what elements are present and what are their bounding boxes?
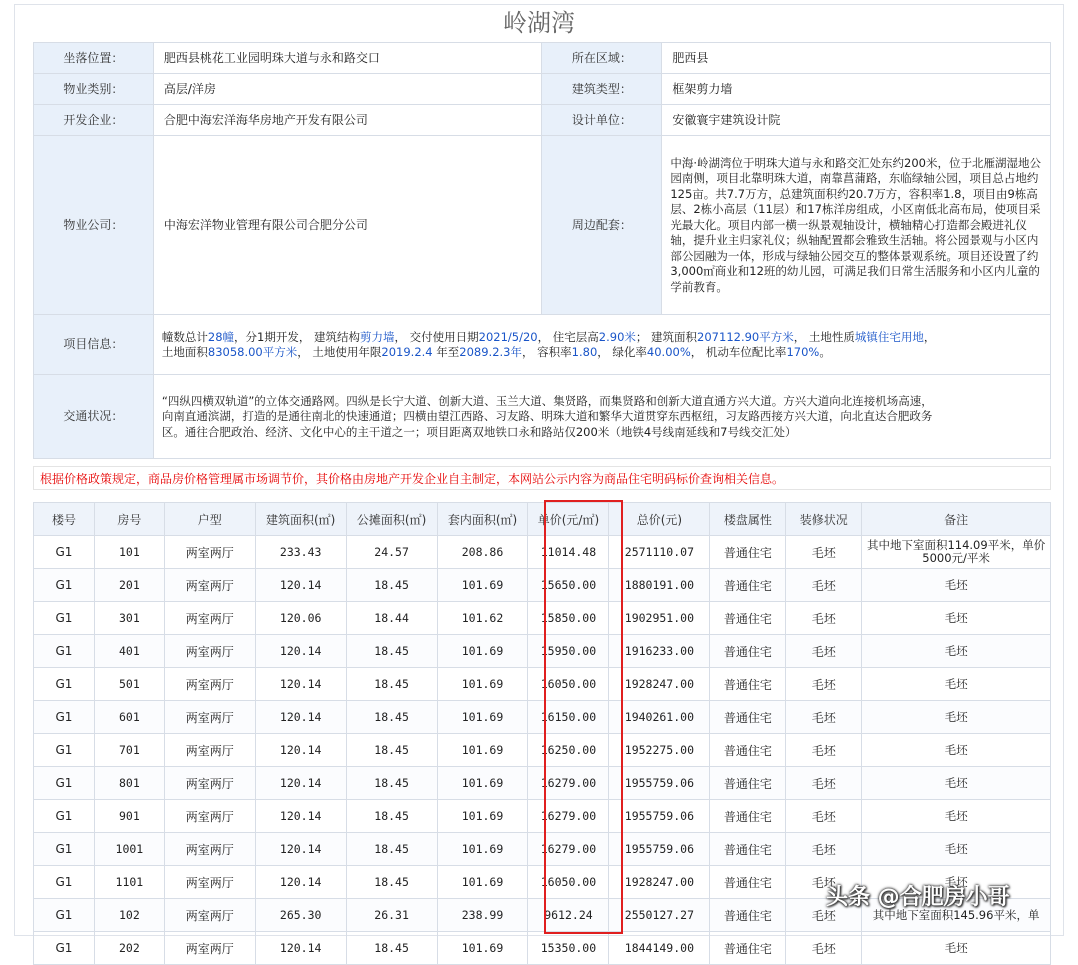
table-cell: 毛坯 [786,932,862,965]
project-text: 幢数总计 [161,329,208,344]
table-cell: 2550127.27 [609,899,710,932]
table-cell: 101 [94,536,164,569]
table-cell: 120.14 [255,668,346,701]
table-cell: 两室两厅 [164,569,255,602]
table-cell: 普通住宅 [710,668,786,701]
table-cell: 9612.24 [528,899,609,932]
table-cell: 18.45 [346,800,437,833]
table-cell: 毛坯 [786,734,862,767]
table-cell: 1955759.06 [609,833,710,866]
table-cell: G1 [34,932,95,965]
developer-value: 合肥中海宏洋海华房地产开发有限公司 [153,105,542,136]
table-cell: 普通住宅 [710,536,786,569]
table-cell: 201 [94,569,164,602]
table-cell: 普通住宅 [710,932,786,965]
table-cell: 101.69 [437,833,528,866]
column-header: 楼号 [34,503,95,536]
table-cell: G1 [34,668,95,701]
table-cell: 901 [94,800,164,833]
table-cell: 两室两厅 [164,800,255,833]
table-cell: 1955759.06 [609,767,710,800]
table-cell: 两室两厅 [164,701,255,734]
project-text: ， 绿化率 [597,345,647,359]
table-cell: 24.57 [346,536,437,569]
table-cell: 两室两厅 [164,635,255,668]
table-cell: 26.31 [346,899,437,932]
column-header: 备注 [862,503,1051,536]
table-cell: 15950.00 [528,635,609,668]
table-cell: 102 [94,899,164,932]
table-cell: 16050.00 [528,866,609,899]
table-cell: 16279.00 [528,800,609,833]
table-cell: 16279.00 [528,833,609,866]
property-mgmt-value: 中海宏洋物业管理有限公司合肥分公司 [153,136,542,315]
traffic-value: “四纵四横双轨道”的立体交通路网。四纵是长宁大道、创新大道、玉兰大道、集贤路，而集贤路和创新大道直通方兴大道。方兴大道向北连接机场高速，向南直通滨湖，打造的是通往南北的快速通道；四横由望江西路、习友路、明珠大道和繁华大道贯穿东西枢纽，习友路西接方兴大道，向北直达合肥政务区。通往合肥政治、经济、文化中心的主干道之一；项目距离双地铁口永和路站仅200米（地铁4号线南延线和7号线交汇处） [153,375,1050,459]
price-policy-notice: 根据价格政策规定，商品房价格管理属市场调节价，其价格由房地产开发企业自主制定，本网站公示内容为商品住宅明码标价查询相关信息。 [33,466,1051,490]
info-row [34,74,1051,105]
table-cell: 1928247.00 [609,668,710,701]
term-start: 2019.2.4 [381,345,433,359]
table-cell: 普通住宅 [710,569,786,602]
table-cell: 101.69 [437,734,528,767]
table-cell: 120.14 [255,800,346,833]
table-cell: 120.14 [255,866,346,899]
location-label: 坐落位置： [34,43,154,74]
table-cell: 毛坯 [786,866,862,899]
table-cell: 毛坯 [786,536,862,569]
surroundings-value: 中海·岭湖湾位于明珠大道与永和路交汇处东约200米，位于北雁湖湿地公园南侧，项目北靠明珠大道，南靠菖蒲路，东临绿轴公园，项目总占地约125亩。共7.7万方，总建筑面积约20.7万方，容积率1.8，项目由9栋高层、2栋小高层（11层）和17栋洋房组成，小区南低北高布局，使项目采光最大化。项目内部一横一纵景观轴设计，横轴精心打造都会殿进礼仪轴，提升业主归家礼仪；纵轴配置都会雅致生活轴。将公园景观与小区内部公园融为一体，形成与绿轴公园交互的整体景观系统。项目还设置了约3,000㎡商业和12班的幼儿园，可满足我们日常生活服务和小区内儿童的学前教育。 [662,136,1051,315]
table-row [34,701,1051,734]
project-text: 。 [819,345,831,359]
table-row [34,668,1051,701]
green-rate: 40.00% [646,345,691,359]
project-text: ， 容积率 [522,345,572,359]
table-cell: 16150.00 [528,701,609,734]
table-cell: 120.14 [255,569,346,602]
table-row [34,536,1051,569]
table-cell: 101.69 [437,932,528,965]
table-cell: 202 [94,932,164,965]
building-type-label: 建筑类型： [542,74,662,105]
table-cell: 普通住宅 [710,635,786,668]
project-text: ， 土地使用年限 [297,345,382,359]
table-cell: 毛坯 [786,767,862,800]
column-header: 房号 [94,503,164,536]
table-cell: 1101 [94,866,164,899]
table-cell: 两室两厅 [164,899,255,932]
table-row [34,734,1051,767]
table-cell: 毛坯 [862,635,1051,668]
column-header: 单价(元/㎡) [528,503,609,536]
table-cell: 2571110.07 [609,536,710,569]
table-cell: 18.45 [346,932,437,965]
table-cell: 两室两厅 [164,536,255,569]
table-cell: 毛坯 [862,866,1051,899]
table-cell: 120.14 [255,932,346,965]
page-container [14,4,1064,956]
table-cell: 普通住宅 [710,701,786,734]
table-cell: 18.45 [346,866,437,899]
table-cell: 两室两厅 [164,602,255,635]
table-cell: 毛坯 [786,635,862,668]
watermark: 头条 @合肥房小哥 [826,885,1010,910]
term-end: 2089.2.3年 [459,345,522,359]
table-cell: 普通住宅 [710,602,786,635]
developer-label: 开发企业： [34,105,154,136]
table-cell: 120.14 [255,734,346,767]
table-cell: 两室两厅 [164,866,255,899]
building-area: 207112.90平方米 [697,329,794,344]
table-cell: 18.45 [346,833,437,866]
table-cell: 101.69 [437,569,528,602]
table-cell: 1880191.00 [609,569,710,602]
project-text: 年至 [432,345,460,359]
table-cell: 11014.48 [528,536,609,569]
table-cell: 401 [94,635,164,668]
table-cell: 1916233.00 [609,635,710,668]
table-cell: 毛坯 [862,668,1051,701]
building-type-value: 框架剪力墙 [662,74,1051,105]
table-cell: 1940261.00 [609,701,710,734]
table-cell: 普通住宅 [710,866,786,899]
table-cell: 120.14 [255,701,346,734]
table-cell: 301 [94,602,164,635]
table-cell: 265.30 [255,899,346,932]
table-cell: 101.69 [437,668,528,701]
delivery-date: 2021/5/20 [478,329,538,344]
table-cell: 普通住宅 [710,899,786,932]
project-text: ， 机动车位配比率 [690,345,787,359]
project-text: ； 建筑面积 [635,329,698,344]
table-cell: G1 [34,734,95,767]
price-table-header [34,503,1051,536]
table-cell: 其中地下室面积145.96平米，单 [862,899,1051,932]
table-cell: 1844149.00 [609,932,710,965]
table-cell: 毛坯 [862,767,1051,800]
table-cell: 毛坯 [786,602,862,635]
table-cell: G1 [34,536,95,569]
table-cell: 18.45 [346,668,437,701]
table-cell: 1952275.00 [609,734,710,767]
table-cell: G1 [34,635,95,668]
table-cell: 16050.00 [528,668,609,701]
structure-value: 剪力墙 [360,329,395,344]
info-row [34,136,1051,315]
location-value: 肥西县桃花工业园明珠大道与永和路交口 [153,43,542,74]
project-value [153,315,1050,375]
table-cell: 701 [94,734,164,767]
table-cell: 毛坯 [862,833,1051,866]
table-cell: G1 [34,800,95,833]
table-cell: G1 [34,602,95,635]
table-cell: 101.62 [437,602,528,635]
project-text: ， 土地性质 [793,329,855,344]
table-cell: 毛坯 [786,800,862,833]
table-cell: 601 [94,701,164,734]
table-cell: 238.99 [437,899,528,932]
far-value: 1.80 [571,345,598,359]
table-cell: 普通住宅 [710,767,786,800]
table-cell: 18.45 [346,734,437,767]
table-row [34,635,1051,668]
table-cell: 15650.00 [528,569,609,602]
project-text: ， 交付使用日期 [394,329,479,344]
table-cell: 毛坯 [862,701,1051,734]
column-header: 套内面积(㎡) [437,503,528,536]
buildings-count: 28幢 [207,329,235,344]
table-cell: 毛坯 [862,602,1051,635]
table-cell: 101.69 [437,635,528,668]
table-cell: 18.44 [346,602,437,635]
table-cell: G1 [34,833,95,866]
column-header: 楼盘属性 [710,503,786,536]
table-cell: 两室两厅 [164,668,255,701]
column-header: 户型 [164,503,255,536]
table-row [34,767,1051,800]
table-cell: 101.69 [437,701,528,734]
land-area: 83058.00平方米 [207,345,298,359]
surroundings-label: 周边配套： [542,136,662,315]
table-cell: 18.45 [346,635,437,668]
column-header: 装修状况 [786,503,862,536]
table-cell: 120.14 [255,767,346,800]
info-row [34,43,1051,74]
table-cell: 两室两厅 [164,932,255,965]
table-cell: 101.69 [437,767,528,800]
table-cell: 普通住宅 [710,800,786,833]
table-cell: 两室两厅 [164,767,255,800]
table-cell: G1 [34,899,95,932]
table-cell: 208.86 [437,536,528,569]
column-header: 建筑面积(㎡) [255,503,346,536]
table-cell: 普通住宅 [710,734,786,767]
project-text: ， 土地面积 [161,329,936,359]
floor-height: 2.90米 [598,329,636,344]
table-cell: 16250.00 [528,734,609,767]
project-text: ，分1期开发， 建筑结构 [234,329,360,344]
table-cell: G1 [34,569,95,602]
table-cell: 毛坯 [862,800,1051,833]
column-header: 总价(元) [609,503,710,536]
table-cell: 120.06 [255,602,346,635]
table-cell: 501 [94,668,164,701]
table-cell: 18.45 [346,569,437,602]
table-cell: 1001 [94,833,164,866]
land-nature: 城镇住宅用地 [854,329,924,344]
design-label: 设计单位： [542,105,662,136]
table-cell: 101.69 [437,800,528,833]
table-cell: 120.14 [255,635,346,668]
design-value: 安徽寰宇建筑设计院 [662,105,1051,136]
parking-ratio: 170% [786,345,820,359]
table-cell: 1902951.00 [609,602,710,635]
district-value: 肥西县 [662,43,1051,74]
info-row [34,315,1051,375]
district-label: 所在区域： [542,43,662,74]
table-cell: 两室两厅 [164,833,255,866]
table-cell: 毛坯 [862,569,1051,602]
table-cell: 18.45 [346,767,437,800]
table-row [34,569,1051,602]
project-text: ， 住宅层高 [537,329,599,344]
table-row [34,932,1051,965]
table-cell: 毛坯 [786,668,862,701]
table-cell: 毛坯 [862,932,1051,965]
page-title: 岭湖湾 [503,9,575,37]
traffic-label: 交通状况： [34,375,154,459]
table-cell: 其中地下室面积114.09平米，单价5000元/平米 [862,536,1051,569]
table-cell: 两室两厅 [164,734,255,767]
table-row [34,833,1051,866]
property-type-value: 高层/洋房 [153,74,542,105]
table-cell: 毛坯 [862,734,1051,767]
info-row [34,375,1051,459]
table-cell: G1 [34,866,95,899]
table-cell: 毛坯 [786,899,862,932]
project-info-table [33,42,1051,459]
table-cell: 15350.00 [528,932,609,965]
table-cell: 1928247.00 [609,866,710,899]
info-row [34,105,1051,136]
table-cell: 1955759.06 [609,800,710,833]
table-cell: 毛坯 [786,701,862,734]
table-cell: G1 [34,701,95,734]
table-cell: 120.14 [255,833,346,866]
table-cell: 801 [94,767,164,800]
table-cell: 毛坯 [786,569,862,602]
property-mgmt-label: 物业公司： [34,136,154,315]
table-row [34,602,1051,635]
table-cell: 15850.00 [528,602,609,635]
table-cell: 18.45 [346,701,437,734]
table-cell: G1 [34,767,95,800]
table-cell: 普通住宅 [710,833,786,866]
column-header: 公摊面积(㎡) [346,503,437,536]
table-cell: 101.69 [437,866,528,899]
table-row [34,800,1051,833]
table-cell: 16279.00 [528,767,609,800]
property-type-label: 物业类别： [34,74,154,105]
project-label: 项目信息： [34,315,154,375]
table-cell: 毛坯 [786,833,862,866]
table-cell: 233.43 [255,536,346,569]
